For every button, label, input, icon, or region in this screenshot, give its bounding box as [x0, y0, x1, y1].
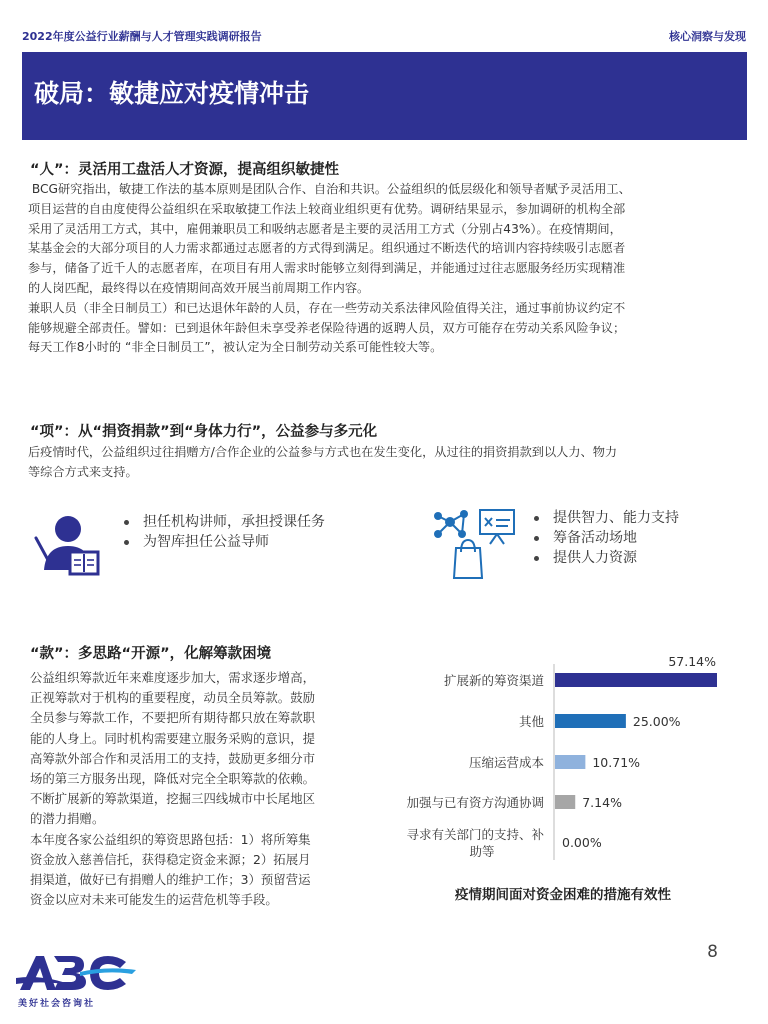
- data-label-2: 10.71%: [592, 755, 641, 770]
- logo-text: 美好社会咨询社: [18, 999, 96, 1009]
- text-line: BCG研究指出，敏捷工作法的基本原则是团队合作、自治和共识。公益组织的低层级化和领导者赋予灵活用工、: [28, 182, 631, 196]
- list-item-label: 担任机构讲师，承担授课任务: [143, 514, 325, 530]
- text-line: 捐渠道，做好已有捐赠人的维护工作；3）预留营运: [30, 872, 311, 888]
- bar-3: [555, 795, 575, 809]
- category-label-4: 寻求有关部门的支持、补: [406, 827, 544, 842]
- bullet-icon: [534, 556, 539, 561]
- page-title: 破局：敏捷应对疫情冲击: [34, 79, 310, 108]
- funding-measures-bar-chart: [384, 646, 744, 876]
- list-item: [534, 508, 679, 528]
- bullet-icon: [124, 520, 129, 525]
- category-label-4: 助等: [469, 844, 495, 859]
- network-presentation-icon: [430, 502, 522, 582]
- text-line: 的潜力捐赠。: [30, 811, 105, 827]
- text-line: 项目运营的自由度使得公益组织在采取敏捷工作法上较商业组织更有优势。调研结果显示，参加调研的机构全部: [28, 201, 626, 216]
- text-line: 能的人身上。同时机构需要建立服务采购的意识，提: [30, 730, 315, 746]
- text-line: 采用了灵活用工方式，其中，雇佣兼职员工和吸纳志愿者是主要的灵活用工方式（分别占43%）。在疫情期间，: [28, 221, 622, 236]
- text-line: 高筹款外部合作和灵活用工的支持，鼓励更多细分市: [30, 750, 315, 766]
- text-line: 正视筹款对于机构的重要程度，动员全员筹款。鼓励: [30, 690, 315, 706]
- right-support-list: [534, 508, 679, 568]
- section-funds-title: “款”：多思路“开源”，化解筹款困境: [30, 646, 272, 662]
- bullet-icon: [124, 540, 129, 545]
- text-line: 场的第三方服务出现，降低对完全全职筹款的依赖。: [30, 771, 315, 787]
- category-label-2: 压缩运营成本: [468, 755, 544, 770]
- section-funds-body: [30, 668, 372, 910]
- section-people-body: [28, 180, 631, 358]
- report-title: 2022年度公益行业薪酬与人才管理实践调研报告: [22, 30, 262, 43]
- category-label-3: 加强与已有资方沟通协调: [406, 795, 544, 810]
- text-line: 本年度各家公益组织的筹资思路包括：1）将所筹集: [30, 831, 311, 847]
- left-support-list: [124, 512, 325, 552]
- section-projects-body: [28, 443, 617, 483]
- bar-2: [555, 755, 585, 769]
- text-line: 公益组织筹款近年来难度逐步加大，需求逐步增高，: [30, 670, 315, 685]
- section-people-title: “人”：灵活用工盘活人才资源，提高组织敏捷性: [30, 162, 340, 178]
- data-label-0: 57.14%: [668, 654, 716, 669]
- text-line: 资金以应对未来可能发生的运营危机等手段。: [30, 892, 278, 908]
- category-label-1: 其他: [518, 714, 544, 729]
- text-line: 的人岗匹配，最终得以在疫情期间高效开展当前周期工作内容。: [28, 280, 370, 295]
- bar-0: [555, 673, 717, 687]
- data-label-1: 25.00%: [632, 714, 681, 729]
- text-line: 等综合方式来支持。: [28, 464, 138, 479]
- list-item-label: 筹备活动场地: [553, 530, 637, 546]
- chart-title: 疫情期间面对资金困难的措施有效性: [455, 887, 671, 903]
- text-line: 后疫情时代，公益组织过往捐赠方/合作企业的公益参与方式也在发生变化，从过往的捐资捐款到以人力、物力: [28, 445, 618, 459]
- text-line: 全员参与筹款工作，不要把所有期待都只放在筹款职: [30, 710, 315, 726]
- page-title-banner: [22, 52, 747, 140]
- list-item: [124, 532, 325, 552]
- text-line: 每天工作8小时的 “非全日制员工”，被认定为全日制劳动关系可能性较大等。: [28, 340, 443, 355]
- report-header: [22, 26, 746, 46]
- section-projects-title: “项”：从“捐资捐款”到“身体力行”，公益参与多元化: [30, 424, 378, 440]
- text-line: 能够规避全部责任。譬如：已到退休年龄但未享受养老保险待遇的返聘人员，双方可能存在劳动关系风险争议；: [28, 320, 626, 335]
- category-label-0: 扩展新的筹资渠道: [443, 673, 544, 688]
- data-label-4: 0.00%: [562, 835, 602, 850]
- page-number: 8: [707, 942, 718, 962]
- text-line: 某基金会的大部分项目的人力需求都通过志愿者的方式得到满足。组织通过不断迭代的培训内容持续吸引志愿者: [28, 241, 626, 256]
- data-label-3: 7.14%: [582, 795, 622, 810]
- text-line: 资金放入慈善信托，获得稳定资金来源；2）拓展月: [30, 851, 311, 867]
- text-line: 兼职人员（非全日制员工）和已达退休年龄的人员，存在一些劳动关系法律风险值得关注，通过事前协议约定不: [28, 300, 626, 315]
- text-line: 不断扩展新的筹款渠道，挖掘三四线城市中长尾地区: [30, 791, 315, 807]
- bar-1: [555, 714, 626, 728]
- text-line: 参与，储备了近千人的志愿者库，在项目有用人需求时能够立刻得到满足，并能通过过往志愿服务经历实现精准: [28, 261, 626, 276]
- bullet-icon: [534, 516, 539, 521]
- list-item-label: 为智库担任公益导师: [143, 534, 269, 550]
- list-item-label: 提供智力、能力支持: [553, 510, 679, 526]
- abc-logo: [14, 948, 138, 1012]
- list-item: [534, 548, 679, 568]
- teacher-icon: [32, 508, 104, 580]
- bullet-icon: [534, 536, 539, 541]
- list-item: [124, 512, 325, 532]
- list-item: [534, 528, 679, 548]
- list-item-label: 提供人力资源: [553, 550, 637, 566]
- section-label: 核心洞察与发现: [669, 30, 746, 43]
